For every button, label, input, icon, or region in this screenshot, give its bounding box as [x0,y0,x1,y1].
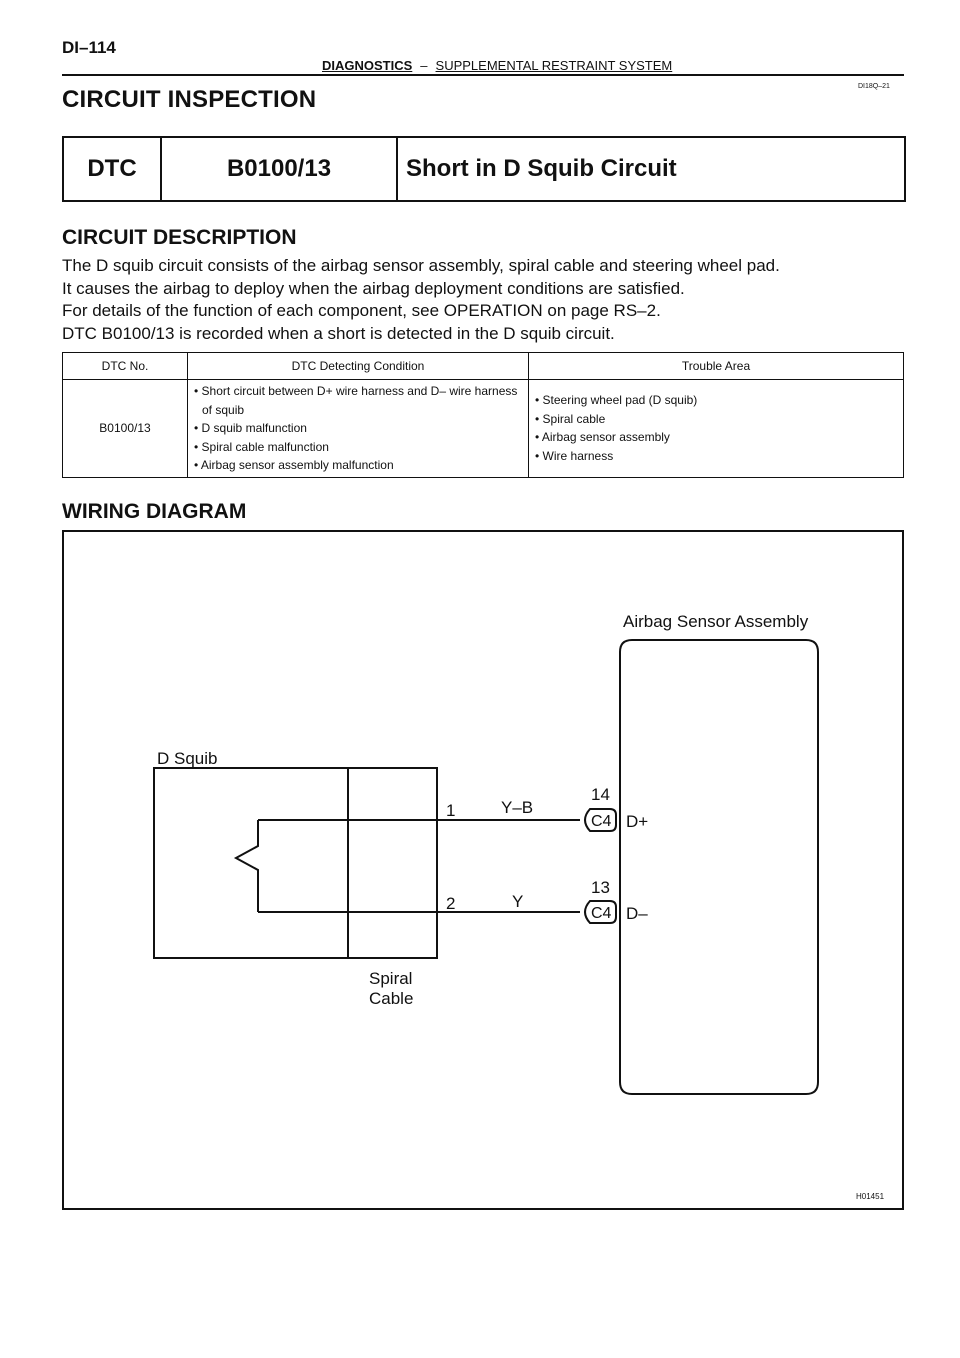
description-paragraph: For details of the function of each component, see OPERATION on page RS–2. [62,301,661,320]
signal-label: D– [626,904,648,923]
header-trouble-area: Trouble Area [529,353,904,380]
connector-code: C4 [591,813,612,830]
description-paragraph: It causes the airbag to deploy when the airbag deployment conditions are satisfied. [62,278,685,298]
condition-item: • D squib malfunction [194,419,522,438]
spiral-cable-label: Spiral [369,969,413,988]
dtc-code: B0100/13 [162,138,398,200]
wire-color-code: Y [512,892,524,911]
wiring-diagram-heading: WIRING DIAGRAM [62,500,247,523]
squib-element-symbol [236,820,258,912]
trouble-area-item: • Wire harness [535,447,897,466]
header-detecting-condition: DTC Detecting Condition [188,353,529,380]
condition-item: • Short circuit between D+ wire harness and D– wire harness of squib [194,382,522,419]
connector-pin-number: 14 [591,785,610,804]
section-name: DIAGNOSTICS [322,58,413,73]
page-title: CIRCUIT INSPECTION [62,86,317,113]
condition-item: • Airbag sensor assembly malfunction [194,456,522,475]
wire-terminal-number: 2 [446,894,456,913]
spiral-cable-box [348,768,437,958]
circuit-description-heading: CIRCUIT DESCRIPTION [62,226,297,249]
page-number: DI–114 [62,38,116,57]
condition-item: • Spiral cable malfunction [194,438,522,457]
figure-code: H01451 [856,1192,885,1201]
dtc-number-cell: B0100/13 [63,380,188,478]
subsection-name: SUPPLEMENTAL RESTRAINT SYSTEM [435,58,673,73]
signal-label: D+ [626,812,649,831]
dtc-description: Short in D Squib Circuit [406,155,677,182]
airbag-sensor-assembly-label: Airbag Sensor Assembly [623,612,809,631]
description-paragraph: The D squib circuit consists of the airbag sensor assembly, spiral cable and steering wheel pad. [62,256,780,275]
trouble-area-item: • Airbag sensor assembly [535,428,897,447]
description-paragraph: DTC B0100/13 is recorded when a short is detected in the D squib circuit. [62,323,615,343]
connector-code: C4 [591,905,612,922]
dtc-label: DTC [64,138,162,200]
d-squib-box [154,768,348,958]
connector-pin-number: 13 [591,878,610,897]
trouble-area-item: • Spiral cable [535,410,897,429]
header-separator: – [420,58,428,73]
spiral-cable-label: Cable [369,989,414,1008]
d-squib-label: D Squib [157,749,218,768]
document-code: DI18Q–21 [858,83,890,90]
wire-terminal-number: 1 [446,801,456,820]
wire-color-code: Y–B [501,798,534,817]
trouble-area-item: • Steering wheel pad (D squib) [535,391,897,410]
airbag-sensor-assembly-box [620,640,818,1094]
header-dtc-no: DTC No. [63,353,188,380]
